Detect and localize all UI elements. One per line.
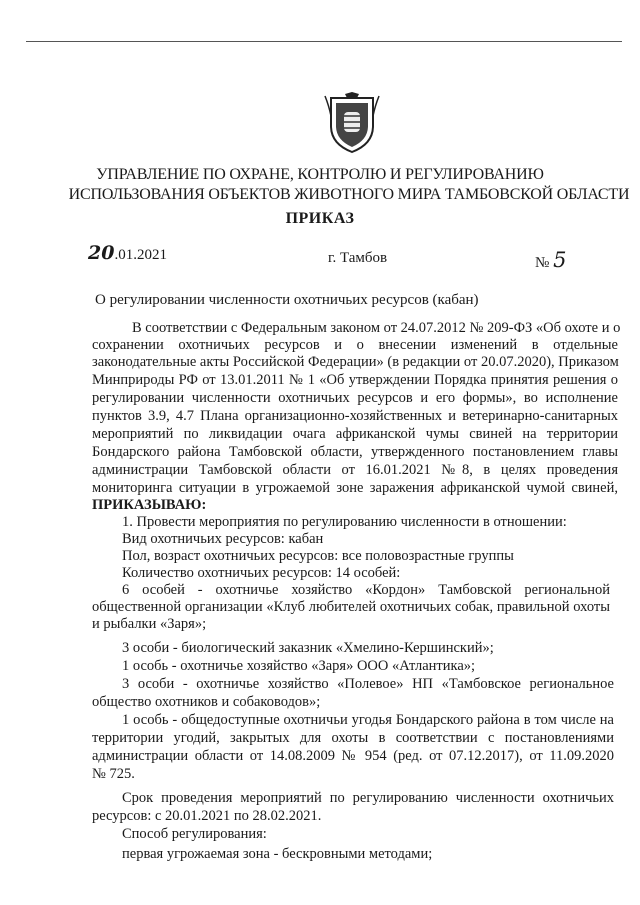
body-line: 3 особи - биологический заказник «Хмелино-Кершинский»;	[122, 640, 494, 656]
body-line: администрации Тамбовской области от 16.01.2021 №8, в целях проведения	[92, 462, 618, 478]
order-number	[535, 248, 566, 272]
body-line: сохранении охотничьих ресурсов и о внесении изменений в отдельные	[92, 337, 618, 353]
document-title: ПРИКАЗ	[285, 210, 355, 227]
body-line: 1. Провести мероприятия по регулированию численности в отношении:	[122, 514, 567, 530]
handwritten-number: 5	[553, 248, 567, 272]
body-line: Бондарского района Тамбовской области, утвержденного постановлением главы	[92, 444, 618, 460]
body-line: общественной организации «Клуб любителей охотничьих собак, правильной охоты	[92, 599, 610, 615]
body-line: регулировании численности охотничьих ресурсов и его формы», во исполнение	[92, 390, 618, 406]
body-line: 1 особь - общедоступные охотничьи угодья Бондарского района в том числе на	[122, 712, 614, 728]
body-line: законодательные акты Российской Федерации» (в редакции от 20.07.2020), Приказом	[92, 354, 619, 370]
body-line: администрации области от 14.08.2009 № 954 (ред. от 07.12.2017), от 11.09.2020	[92, 748, 614, 764]
top-rule	[26, 41, 622, 42]
body-line: Вид охотничьих ресурсов: кабан	[122, 531, 324, 547]
body-line: Минприроды РФ от 13.01.2011 № 1 «Об утверждении Порядка принятия решения о	[92, 372, 618, 388]
body-line: № 725.	[92, 766, 135, 782]
order-directive: ПРИКАЗЫВАЮ:	[92, 497, 207, 513]
body-line: первая угрожаемая зона - бескровными методами;	[122, 846, 433, 862]
body-line: общество охотников и собаководов»;	[92, 694, 321, 710]
number-label: №	[535, 255, 550, 271]
printed-month-year: .01.2021	[114, 247, 167, 263]
body-line: ресурсов: с 20.01.2021 по 28.02.2021.	[92, 808, 322, 824]
body-line: пунктов 3.9, 4.7 Плана организационно-хозяйственных и ветеринарно-санитарных	[92, 408, 618, 424]
body-line: 1 особь - охотничье хозяйство «Заря» ООО «Атлантика»;	[122, 658, 476, 674]
handwritten-day: 20	[88, 242, 115, 264]
agency-name-line-2: ИСПОЛЬЗОВАНИЯ ОБЪЕКТОВ ЖИВОТНОГО МИРА ТАМБОВСКОЙ ОБЛАСТИ	[68, 186, 630, 203]
body-line: Пол, возраст охотничьих ресурсов: все половозрастные группы	[122, 548, 514, 564]
body-line: мониторинга ситуации в угрожаемой зоне заражения африканской чумой свиней,	[92, 480, 618, 496]
order-date	[88, 242, 167, 264]
body-line: 6 особей - охотничье хозяйство «Кордон» Тамбовской региональной	[122, 582, 610, 598]
body-line: В соответствии с Федеральным законом от 24.07.2012 № 209-ФЗ «Об охоте и о	[132, 320, 621, 336]
body-line: Срок проведения мероприятий по регулированию численности охотничьих	[122, 790, 614, 806]
body-line: мероприятий по ликвидации очага африканской чумы свиней на территории	[92, 426, 618, 442]
body-line: территории угодий, закрытых для охоты в соответствии с постановлениями	[92, 730, 614, 746]
body-line: 3 особи - охотничье хозяйство «Полевое» НП «Тамбовское региональное	[122, 676, 614, 692]
coat-of-arms-emblem	[323, 92, 381, 154]
order-city: г. Тамбов	[328, 250, 388, 266]
body-line: и рыбалки «Заря»;	[92, 616, 207, 632]
agency-name-line-1: УПРАВЛЕНИЕ ПО ОХРАНЕ, КОНТРОЛЮ И РЕГУЛИРОВАНИЮ	[96, 166, 544, 183]
body-line: Количество охотничьих ресурсов: 14 особей:	[122, 565, 401, 581]
body-line: Способ регулирования:	[122, 826, 267, 842]
order-subject: О регулировании численности охотничьих ресурсов (кабан)	[95, 292, 479, 308]
